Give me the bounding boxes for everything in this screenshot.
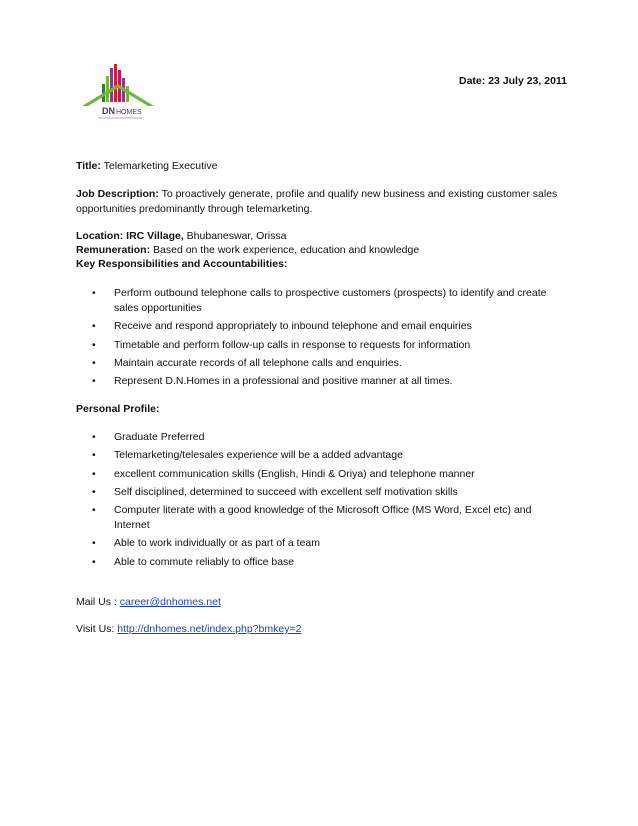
profile-list [76, 430, 566, 573]
list-item: • Perform outbound telephone calls to prospective customers (prospects) to identify and create sales opportunities [92, 287, 547, 314]
description-label: Job Description: [76, 188, 159, 200]
title-label: Title: [76, 160, 101, 172]
list-item: • Timetable and perform follow-up calls in response to requests for information [92, 338, 471, 351]
remuneration-value: Based on the work experience, education and knowledge [153, 244, 420, 256]
bullet-icon: • [92, 449, 96, 462]
location-value: Bhubaneswar, Orissa [186, 230, 287, 242]
list-item: • Maintain accurate records of all telephone calls and enquiries. [92, 356, 402, 369]
list-item: • Graduate Preferred [92, 431, 205, 443]
bullet-icon: • [92, 375, 96, 388]
svg-text:DN: DN [102, 106, 115, 116]
list-item: • Computer literate with a good knowledge of the Microsoft Office (MS Word, Excel etc) and Internet [92, 504, 532, 532]
list-item: • excellent communication skills (English, Hindi & Oriya) and telephone manner [92, 467, 475, 480]
title-value: Telemarketing Executive [103, 160, 218, 172]
bullet-icon: • [92, 287, 96, 299]
list-item: • Represent D.N.Homes in a professional and positive manner at all times. [92, 375, 453, 388]
visit-label: Visit Us: [76, 623, 115, 635]
bullet-icon: • [92, 356, 96, 369]
responsibilities-heading: Key Responsibilities and Accountabilities: [76, 258, 288, 270]
visit-line [76, 622, 566, 637]
job-title-line [76, 159, 566, 174]
bullet-icon: • [92, 537, 96, 550]
remuneration-label: Remuneration: [76, 244, 151, 256]
company-logo [78, 62, 158, 122]
profile-heading: Personal Profile: [76, 403, 160, 415]
mail-line [76, 595, 566, 610]
location-label: Location: [76, 230, 124, 242]
bullet-icon: • [92, 504, 96, 517]
responsibilities-list [76, 286, 566, 392]
location-line [76, 229, 566, 244]
list-item: • Receive and respond appropriately to inbound telephone and email enquiries [92, 320, 472, 333]
bullet-icon: • [92, 467, 96, 480]
location-value-bold: IRC Village, [126, 230, 184, 242]
website-link[interactable]: http://dnhomes.net/index.php?bmkey=2 [117, 623, 302, 635]
document-date [459, 75, 567, 87]
list-item: • Able to commute reliably to office base [92, 555, 295, 568]
list-item: • Telemarketing/telesales experience will be a added advantage [92, 449, 403, 462]
date-value: 23 July 23, 2011 [488, 75, 568, 87]
description-value: To proactively generate, profile and qualify new business and existing customer sales opportunities predominantly through telemarketing. [76, 188, 558, 215]
date-label: Date: [459, 75, 486, 87]
list-item: • Self disciplined, determined to succeed with excellent self motivation skills [92, 485, 458, 498]
list-item: • Able to work individually or as part of a team [92, 537, 321, 550]
svg-text:HOMES: HOMES [116, 109, 142, 116]
email-link[interactable]: career@dnhomes.net [119, 596, 221, 608]
mail-label: Mail Us : [76, 596, 117, 608]
bullet-icon: • [92, 338, 96, 351]
bullet-icon: • [92, 431, 96, 443]
bullet-icon: • [92, 555, 96, 568]
remuneration-line [76, 243, 566, 258]
bullet-icon: • [92, 485, 96, 498]
job-description [76, 187, 566, 217]
bullet-icon: • [92, 320, 96, 333]
dnhomes-logo-graphic [78, 62, 158, 122]
